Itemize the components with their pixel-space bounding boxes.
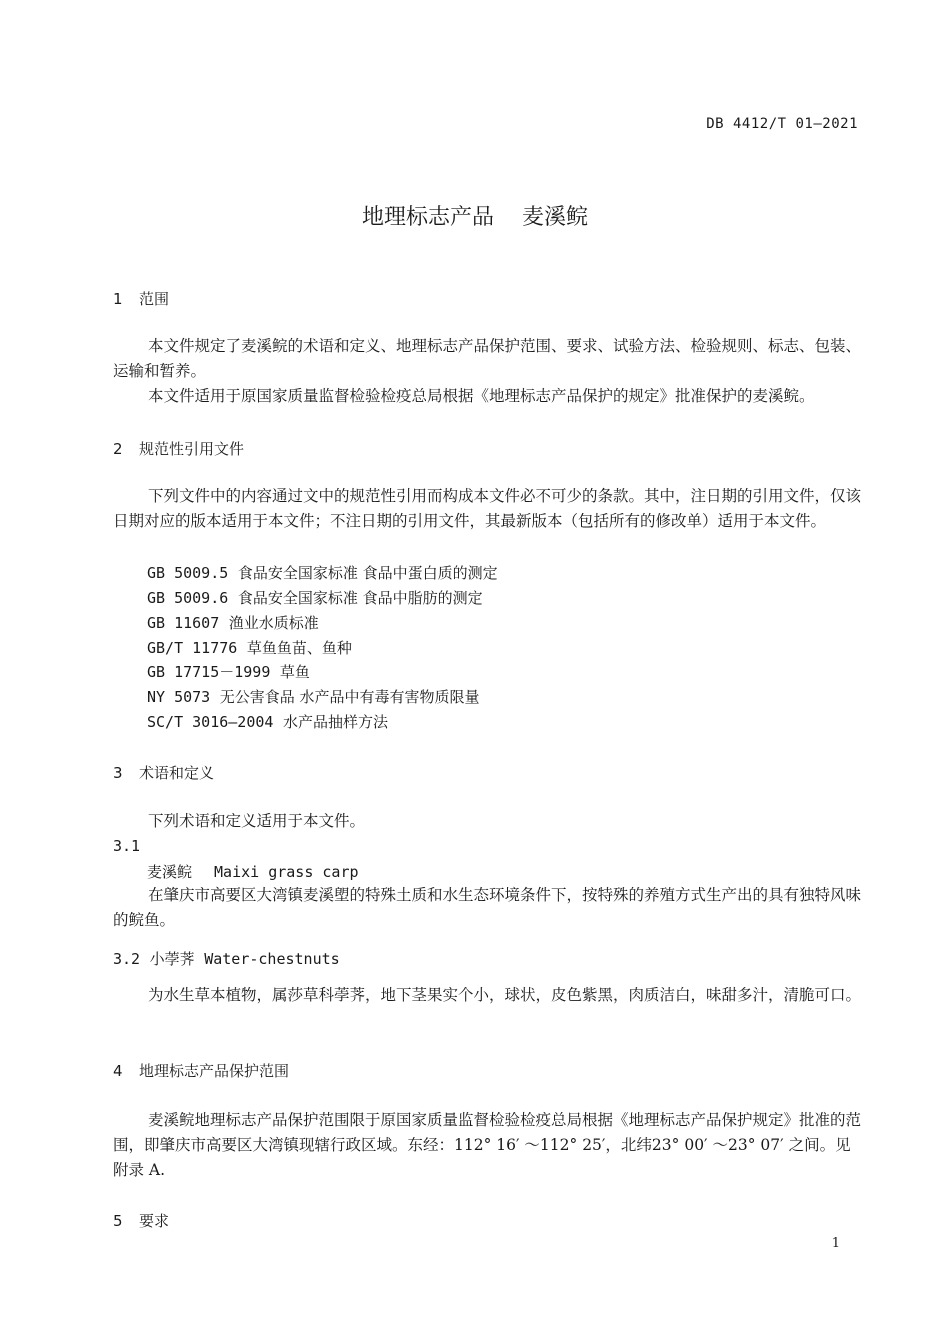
section-4-paragraph: 麦溪鲩地理标志产品保护范围限于原国家质量监督检验检疫总局根据《地理标志产品保护规定》批准的范围，即肇庆市高要区大湾镇现辖行政区域。东经：112° 16′ ～112° 25′，北纬23° 00′ ～23° 07′ 之间。见附录 A. (113, 1111, 862, 1179)
reference-item: GB 5009.6 食品安全国家标准 食品中脂肪的测定 (147, 589, 483, 607)
section-5-heading: 5 要求 (113, 1212, 170, 1230)
section-1-paragraph-1: 本文件规定了麦溪鲩的术语和定义、地理标志产品保护范围、要求、试验方法、检验规则、标志、包装、运输和暂养。 (113, 337, 862, 380)
section-2-intro: 下列文件中的内容通过文中的规范性引用而构成本文件必不可少的条款。其中，注日期的引用文件，仅该日期对应的版本适用于本文件；不注日期的引用文件，其最新版本（包括所有的修改单）适用于本文件。 (113, 487, 862, 530)
section-3-intro: 下列术语和定义适用于本文件。 (148, 812, 366, 830)
reference-item: GB/T 11776 草鱼鱼苗、鱼种 (147, 639, 352, 657)
term-3-1-definition: 在肇庆市高要区大湾镇麦溪塱的特殊土质和水生态环境条件下，按特殊的养殖方式生产出的具有独特风味的鲩鱼。 (113, 886, 862, 929)
section-1-heading: 1 范围 (113, 290, 170, 308)
reference-item: NY 5073 无公害食品 水产品中有毒有害物质限量 (147, 688, 480, 706)
reference-item: SC/T 3016—2004 水产品抽样方法 (147, 713, 388, 731)
term-3-2-definition: 为水生草本植物，属莎草科荸荠，地下茎果实个小，球状，皮色紫黑，肉质洁白，味甜多汁，清脆可口。 (148, 986, 862, 1004)
section-4-heading: 4 地理标志产品保护范围 (113, 1062, 290, 1080)
title-part-2: 麦溪鲩 (522, 205, 589, 230)
document-code: DB 4412/T 01—2021 (706, 116, 858, 132)
term-3-1-title: 麦溪鲩 Maixi grass carp (147, 863, 359, 881)
reference-item: GB 11607 渔业水质标准 (147, 614, 319, 632)
section-3-heading: 3 术语和定义 (113, 764, 215, 782)
document-title (0, 200, 950, 231)
title-part-1: 地理标志产品 (361, 205, 494, 230)
term-3-1-number: 3.1 (113, 837, 141, 855)
section-1-paragraph-2: 本文件适用于原国家质量监督检验检疫总局根据《地理标志产品保护的规定》批准保护的麦溪鲩。 (148, 387, 815, 405)
page-number: 1 (831, 1236, 840, 1251)
section-2-heading: 2 规范性引用文件 (113, 440, 245, 458)
reference-item: GB 17715－1999 草鱼 (147, 663, 310, 681)
reference-item: GB 5009.5 食品安全国家标准 食品中蛋白质的测定 (147, 564, 498, 582)
term-3-2-title: 3.2 小荸荠 Water-chestnuts (113, 950, 340, 968)
